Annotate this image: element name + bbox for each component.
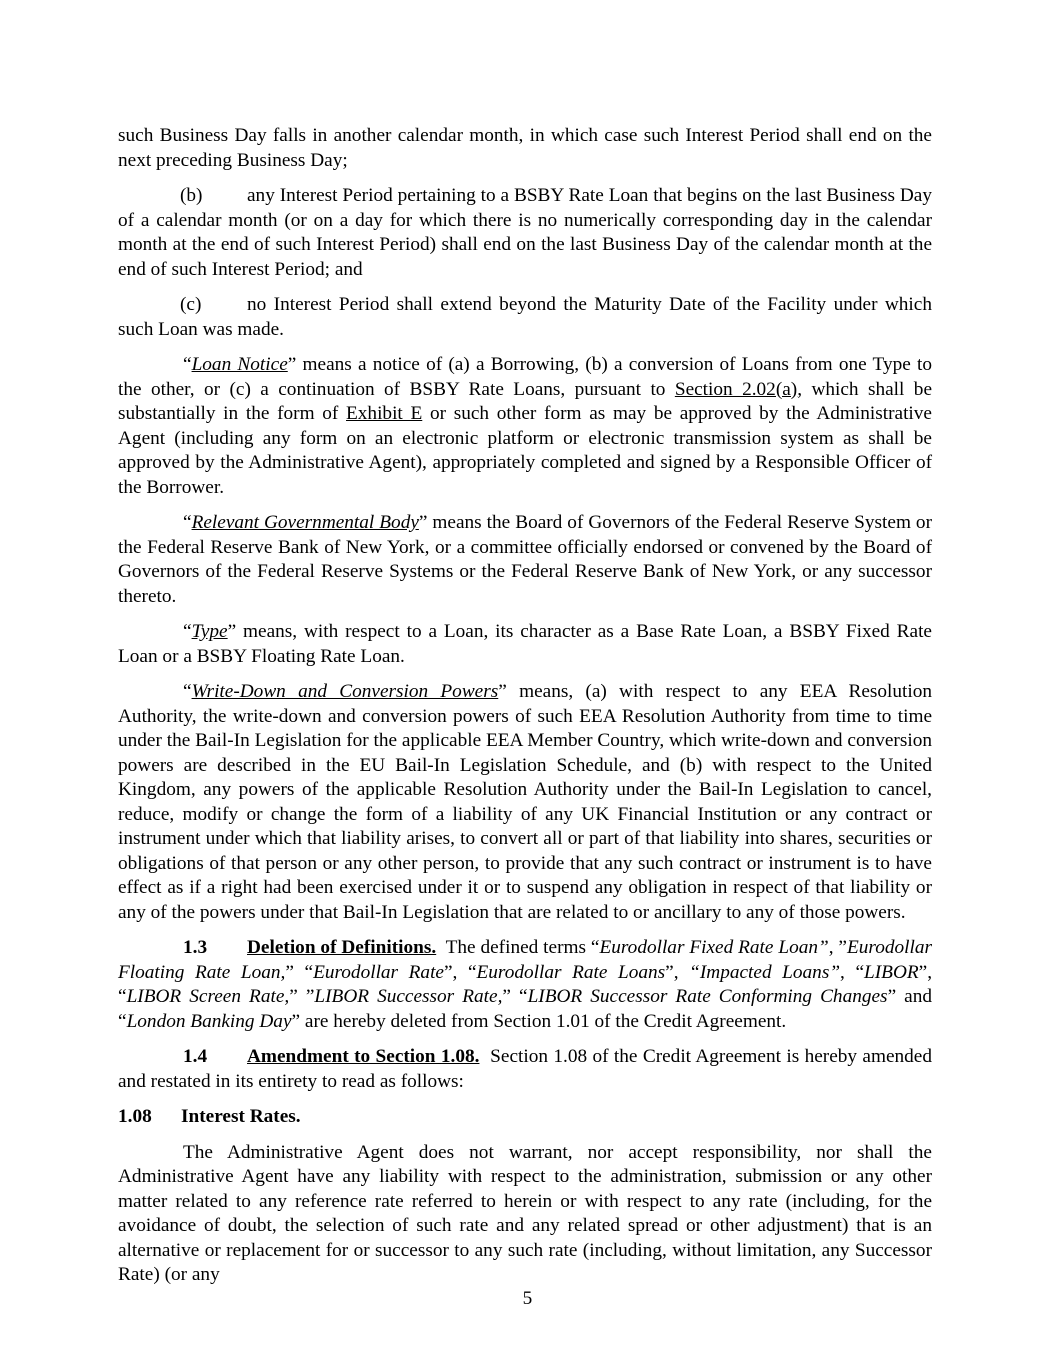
document-body [118,124,932,1299]
paragraph-text: The Administrative Agent does not warrant, nor accept responsibility, nor shall the Administrative Agent have any liability with respect to the administration, submission or any other matter related to any reference rate referred to herein or with respect to any rate (including, for the avoidance of doubt, the selection of such rate and any related spread or other adjustment) that is an alternative or replacement for or successor to any such rate (including, without limitation, any Successor Rate) (or any [118,1141,932,1285]
paragraph-text: any Interest Period pertaining to a BSBY Rate Loan that begins on the last Business Day of a calendar month (or on a day for which there is no numerically corresponding day in the calendar month at the end of such Interest Period) shall end on the last Business Day of the calendar month at the end of such Interest Period; and [118,185,932,280]
definition-relevant-governmental-body [118,511,932,609]
definition-loan-notice [118,353,932,500]
definition-write-down-conversion-powers [118,680,932,925]
clause-b-paragraph [118,184,932,282]
paragraph-text: Amendment to Section 1.08. Section 1.08 of the Credit Agreement is hereby amended and restated in its entirety to read as follows: [118,1046,932,1092]
paragraph-text: “Write-Down and Conversion Powers” means, (a) with respect to any EEA Resolution Authority, the write-down and conversion powers of such EEA Resolution Authority from time to time under the Bail-In Legislation for the applicable EEA Member Country, which write-down and conversion powers are described in the EU Bail-In Legislation Schedule, and (b) with respect to the United Kingdom, any powers of the applicable Resolution Authority under the Bail-In Legislation to cancel, reduce, modify or change the form of a liability of any UK Financial Institution or any contract or instrument under which that liability arises, to convert all or part of that liability into shares, securities or obligations of that person or any other person, to provide that any such contract or instrument is to have effect as if a right had been exercised under it or to suspend any obligation in respect of that liability or any of the powers under that Bail-In Legislation that are related to or ancillary to any of those powers. [118,681,933,923]
heading-text: Interest Rates. [181,1106,301,1127]
paragraph-text: “Loan Notice” means a notice of (a) a Borrowing, (b) a conversion of Loans from one Type to the other, or (c) a continuation of BSBY Rate Loans, pursuant to Section 2.02(a), which shall be substantially in the form of Exhibit E or such other form as may be approved by the Administrative Agent (including any form on an electronic platform or electronic transmission system as shall be approved by the Administrative Agent), appropriately completed and signed by a Responsible Officer of the Borrower. [118,354,932,498]
paragraph-text: no Interest Period shall extend beyond the Maturity Date of the Facility under which such Loan was made. [118,294,932,340]
paragraph-text: “Relevant Governmental Body” means the Board of Governors of the Federal Reserve System or the Federal Reserve Bank of New York, or a committee officially endorsed or convened by the Board of Governors of the Federal Reserve Systems or the Federal Reserve Bank of New York, or any successor thereto. [118,512,932,607]
definition-type [118,620,932,669]
section-1-3-paragraph [118,936,932,1034]
section-1-08-number: 1.08 [118,1106,152,1127]
section-1-3-number: 1.3 [183,937,208,958]
section-1-4-number: 1.4 [183,1046,208,1067]
page-number: 5 [522,1288,533,1309]
clause-b-marker: (b) [180,185,203,206]
section-1-4-paragraph [118,1045,932,1094]
paragraph-text: Deletion of Definitions. The defined terms “Eurodollar Fixed Rate Loan”, ”Eurodollar Floating Rate Loan,” “Eurodollar Rate”, “Eurodollar Rate Loans”, “Impacted Loans”, “LIBOR”, “LIBOR Screen Rate,” ”LIBOR Successor Rate,” “LIBOR Successor Rate Conforming Changes” and “London Banking Day” are hereby deleted from Section 1.01 of the Credit Agreement. [118,937,933,1032]
administrative-agent-paragraph [118,1141,932,1288]
clause-c-marker: (c) [180,294,202,315]
continuation-paragraph [118,124,932,173]
clause-c-paragraph [118,293,932,342]
paragraph-text: such Business Day falls in another calendar month, in which case such Interest Period shall end on the next preceding Business Day; [118,125,932,171]
section-1-08-heading [118,1105,932,1130]
paragraph-text: “Type” means, with respect to a Loan, its character as a Base Rate Loan, a BSBY Fixed Rate Loan or a BSBY Floating Rate Loan. [118,621,932,667]
